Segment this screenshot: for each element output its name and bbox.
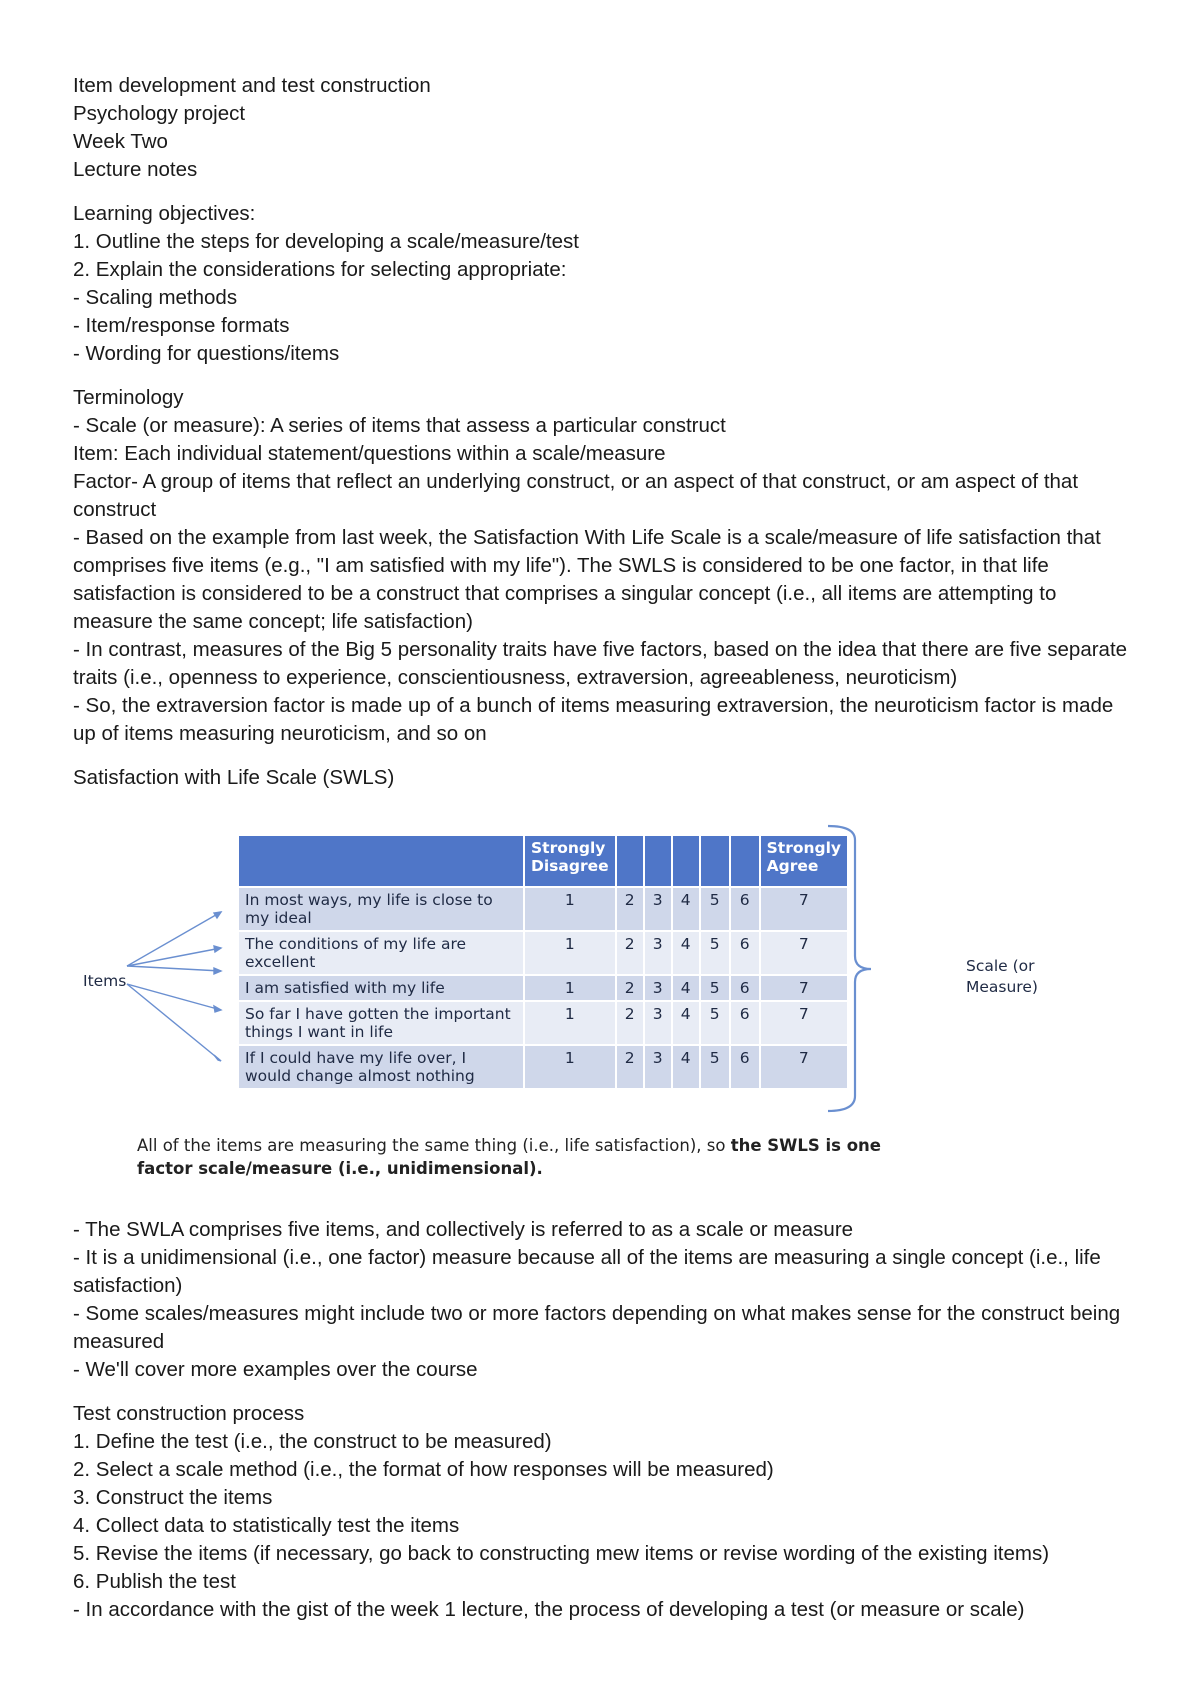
header-cell bbox=[616, 835, 644, 887]
swls-table bbox=[237, 834, 849, 1090]
rating-cell: 6 bbox=[730, 1045, 760, 1089]
caption-bold-text: the SWLS is one factor scale/measure (i.e., unidimensional). bbox=[137, 1136, 881, 1178]
rating-cell: 1 bbox=[524, 1045, 616, 1089]
rating-cell: 3 bbox=[644, 975, 672, 1001]
note-line: - We'll cover more examples over the course bbox=[73, 1358, 478, 1381]
objective-line: 1. Outline the steps for developing a scale/measure/test bbox=[73, 230, 579, 253]
rating-cell: 7 bbox=[760, 931, 848, 975]
test-construction-process bbox=[73, 1400, 1133, 1624]
arrowhead bbox=[214, 946, 221, 952]
arrowhead bbox=[214, 968, 221, 974]
rating-cell: 5 bbox=[700, 887, 730, 931]
terminology-line: - So, the extraversion factor is made up of a bunch of items measuring extraversion, the neuroticism factor is made up of items measuring neuroticism, and so on bbox=[73, 694, 1114, 745]
rating-cell: 2 bbox=[616, 1045, 644, 1089]
rating-cell: 7 bbox=[760, 975, 848, 1001]
item-text: So far I have gotten the important things I want in life bbox=[238, 1001, 524, 1045]
rating-cell: 1 bbox=[524, 887, 616, 931]
item-arrow bbox=[127, 948, 221, 966]
table-row bbox=[238, 975, 848, 1001]
document-page bbox=[73, 72, 1133, 1640]
swls-figure bbox=[73, 796, 1133, 1216]
scale-label-line: Scale (or bbox=[966, 957, 1035, 975]
header-line: Week Two bbox=[73, 130, 168, 153]
section-title: Terminology bbox=[73, 386, 184, 409]
objective-line: 2. Explain the considerations for selecting appropriate: bbox=[73, 258, 567, 281]
figure-caption bbox=[137, 1134, 897, 1180]
rating-cell: 2 bbox=[616, 975, 644, 1001]
item-arrow bbox=[127, 984, 221, 1061]
section-title: Satisfaction with Life Scale (SWLS) bbox=[73, 766, 395, 789]
rating-cell: 6 bbox=[730, 931, 760, 975]
header-cell bbox=[700, 835, 730, 887]
rating-cell: 6 bbox=[730, 887, 760, 931]
header-strongly-disagree: Strongly Disagree bbox=[524, 835, 616, 887]
process-step: 1. Define the test (i.e., the construct to be measured) bbox=[73, 1430, 552, 1453]
rating-cell: 3 bbox=[644, 931, 672, 975]
arrowhead bbox=[214, 1055, 221, 1061]
rating-cell: 7 bbox=[760, 887, 848, 931]
process-step: 6. Publish the test bbox=[73, 1570, 236, 1593]
process-step: 4. Collect data to statistically test the items bbox=[73, 1514, 460, 1537]
rating-cell: 5 bbox=[700, 931, 730, 975]
objective-line: - Scaling methods bbox=[73, 286, 238, 309]
process-step: - In accordance with the gist of the week 1 lecture, the process of developing a test (or measure or scale) bbox=[73, 1598, 1025, 1621]
arrowhead bbox=[214, 1006, 221, 1012]
learning-objectives bbox=[73, 200, 1133, 368]
process-step: 2. Select a scale method (i.e., the format of how responses will be measured) bbox=[73, 1458, 774, 1481]
arrowhead bbox=[214, 912, 221, 918]
items-label: Items bbox=[83, 972, 127, 990]
caption-text: All of the items are measuring the same thing (i.e., life satisfaction), so bbox=[137, 1136, 731, 1155]
note-line: - It is a unidimensional (i.e., one factor) measure because all of the items are measuring a single concept (i.e., life satisfaction) bbox=[73, 1246, 1101, 1297]
rating-cell: 4 bbox=[672, 1001, 700, 1045]
terminology-line: Item: Each individual statement/questions within a scale/measure bbox=[73, 442, 666, 465]
swls-section bbox=[73, 764, 1133, 1384]
terminology-line: - Based on the example from last week, the Satisfaction With Life Scale is a scale/measure of life satisfaction that comprises five items (e.g., "I am satisfied with my life"). The SWLS is considered to be one factor, in that life satisfaction is considered to be a construct that comprises a singular concept (i.e., all items are attempting to measure the same concept; life satisfaction) bbox=[73, 526, 1101, 633]
header-cell bbox=[644, 835, 672, 887]
scale-label bbox=[966, 956, 1038, 998]
item-text: The conditions of my life are excellent bbox=[238, 931, 524, 975]
rating-cell: 5 bbox=[700, 1045, 730, 1089]
rating-cell: 1 bbox=[524, 975, 616, 1001]
rating-cell: 4 bbox=[672, 975, 700, 1001]
rating-cell: 3 bbox=[644, 1045, 672, 1089]
document-header bbox=[73, 72, 1133, 184]
section-title: Test construction process bbox=[73, 1402, 305, 1425]
header-cell bbox=[730, 835, 760, 887]
header-cell bbox=[672, 835, 700, 887]
item-arrow bbox=[127, 984, 221, 1010]
terminology-line: Factor- A group of items that reflect an underlying construct, or an aspect of that construct, or am aspect of that construct bbox=[73, 470, 1079, 521]
rating-cell: 2 bbox=[616, 1001, 644, 1045]
table-row bbox=[238, 1001, 848, 1045]
rating-cell: 6 bbox=[730, 975, 760, 1001]
objective-line: - Item/response formats bbox=[73, 314, 290, 337]
rating-cell: 3 bbox=[644, 1001, 672, 1045]
rating-cell: 5 bbox=[700, 975, 730, 1001]
rating-cell: 7 bbox=[760, 1045, 848, 1089]
rating-cell: 1 bbox=[524, 1001, 616, 1045]
objective-line: - Wording for questions/items bbox=[73, 342, 340, 365]
item-text: If I could have my life over, I would change almost nothing bbox=[238, 1045, 524, 1089]
table-row bbox=[238, 931, 848, 975]
rating-cell: 7 bbox=[760, 1001, 848, 1045]
note-line: - Some scales/measures might include two or more factors depending on what makes sense for the construct being measured bbox=[73, 1302, 1121, 1353]
section-title: Learning objectives: bbox=[73, 202, 256, 225]
item-text: In most ways, my life is close to my ideal bbox=[238, 887, 524, 931]
table-row bbox=[238, 887, 848, 931]
table-row bbox=[238, 1045, 848, 1089]
rating-cell: 2 bbox=[616, 887, 644, 931]
terminology-line: - Scale (or measure): A series of items that assess a particular construct bbox=[73, 414, 726, 437]
rating-cell: 4 bbox=[672, 931, 700, 975]
terminology-line: - In contrast, measures of the Big 5 personality traits have five factors, based on the idea that there are five separate traits (i.e., openness to experience, conscientiousness, extraversion, agreeableness, neuroticism) bbox=[73, 638, 1128, 689]
header-line: Psychology project bbox=[73, 102, 246, 125]
swls-notes bbox=[73, 1216, 1133, 1384]
header-line: Item development and test construction bbox=[73, 74, 431, 97]
item-arrow bbox=[127, 912, 221, 966]
item-text: I am satisfied with my life bbox=[238, 975, 524, 1001]
terminology-section bbox=[73, 384, 1133, 748]
table-header-row bbox=[238, 835, 848, 887]
item-arrow bbox=[127, 966, 221, 971]
rating-cell: 6 bbox=[730, 1001, 760, 1045]
rating-cell: 4 bbox=[672, 887, 700, 931]
process-step: 3. Construct the items bbox=[73, 1486, 273, 1509]
rating-cell: 1 bbox=[524, 931, 616, 975]
header-line: Lecture notes bbox=[73, 158, 198, 181]
process-step: 5. Revise the items (if necessary, go back to constructing mew items or revise wording of the existing items) bbox=[73, 1542, 1050, 1565]
rating-cell: 4 bbox=[672, 1045, 700, 1089]
rating-cell: 2 bbox=[616, 931, 644, 975]
scale-label-line: Measure) bbox=[966, 978, 1038, 996]
rating-cell: 5 bbox=[700, 1001, 730, 1045]
header-strongly-agree: Strongly Agree bbox=[760, 835, 848, 887]
note-line: - The SWLA comprises five items, and collectively is referred to as a scale or measure bbox=[73, 1218, 854, 1241]
rating-cell: 3 bbox=[644, 887, 672, 931]
header-item-cell bbox=[238, 835, 524, 887]
